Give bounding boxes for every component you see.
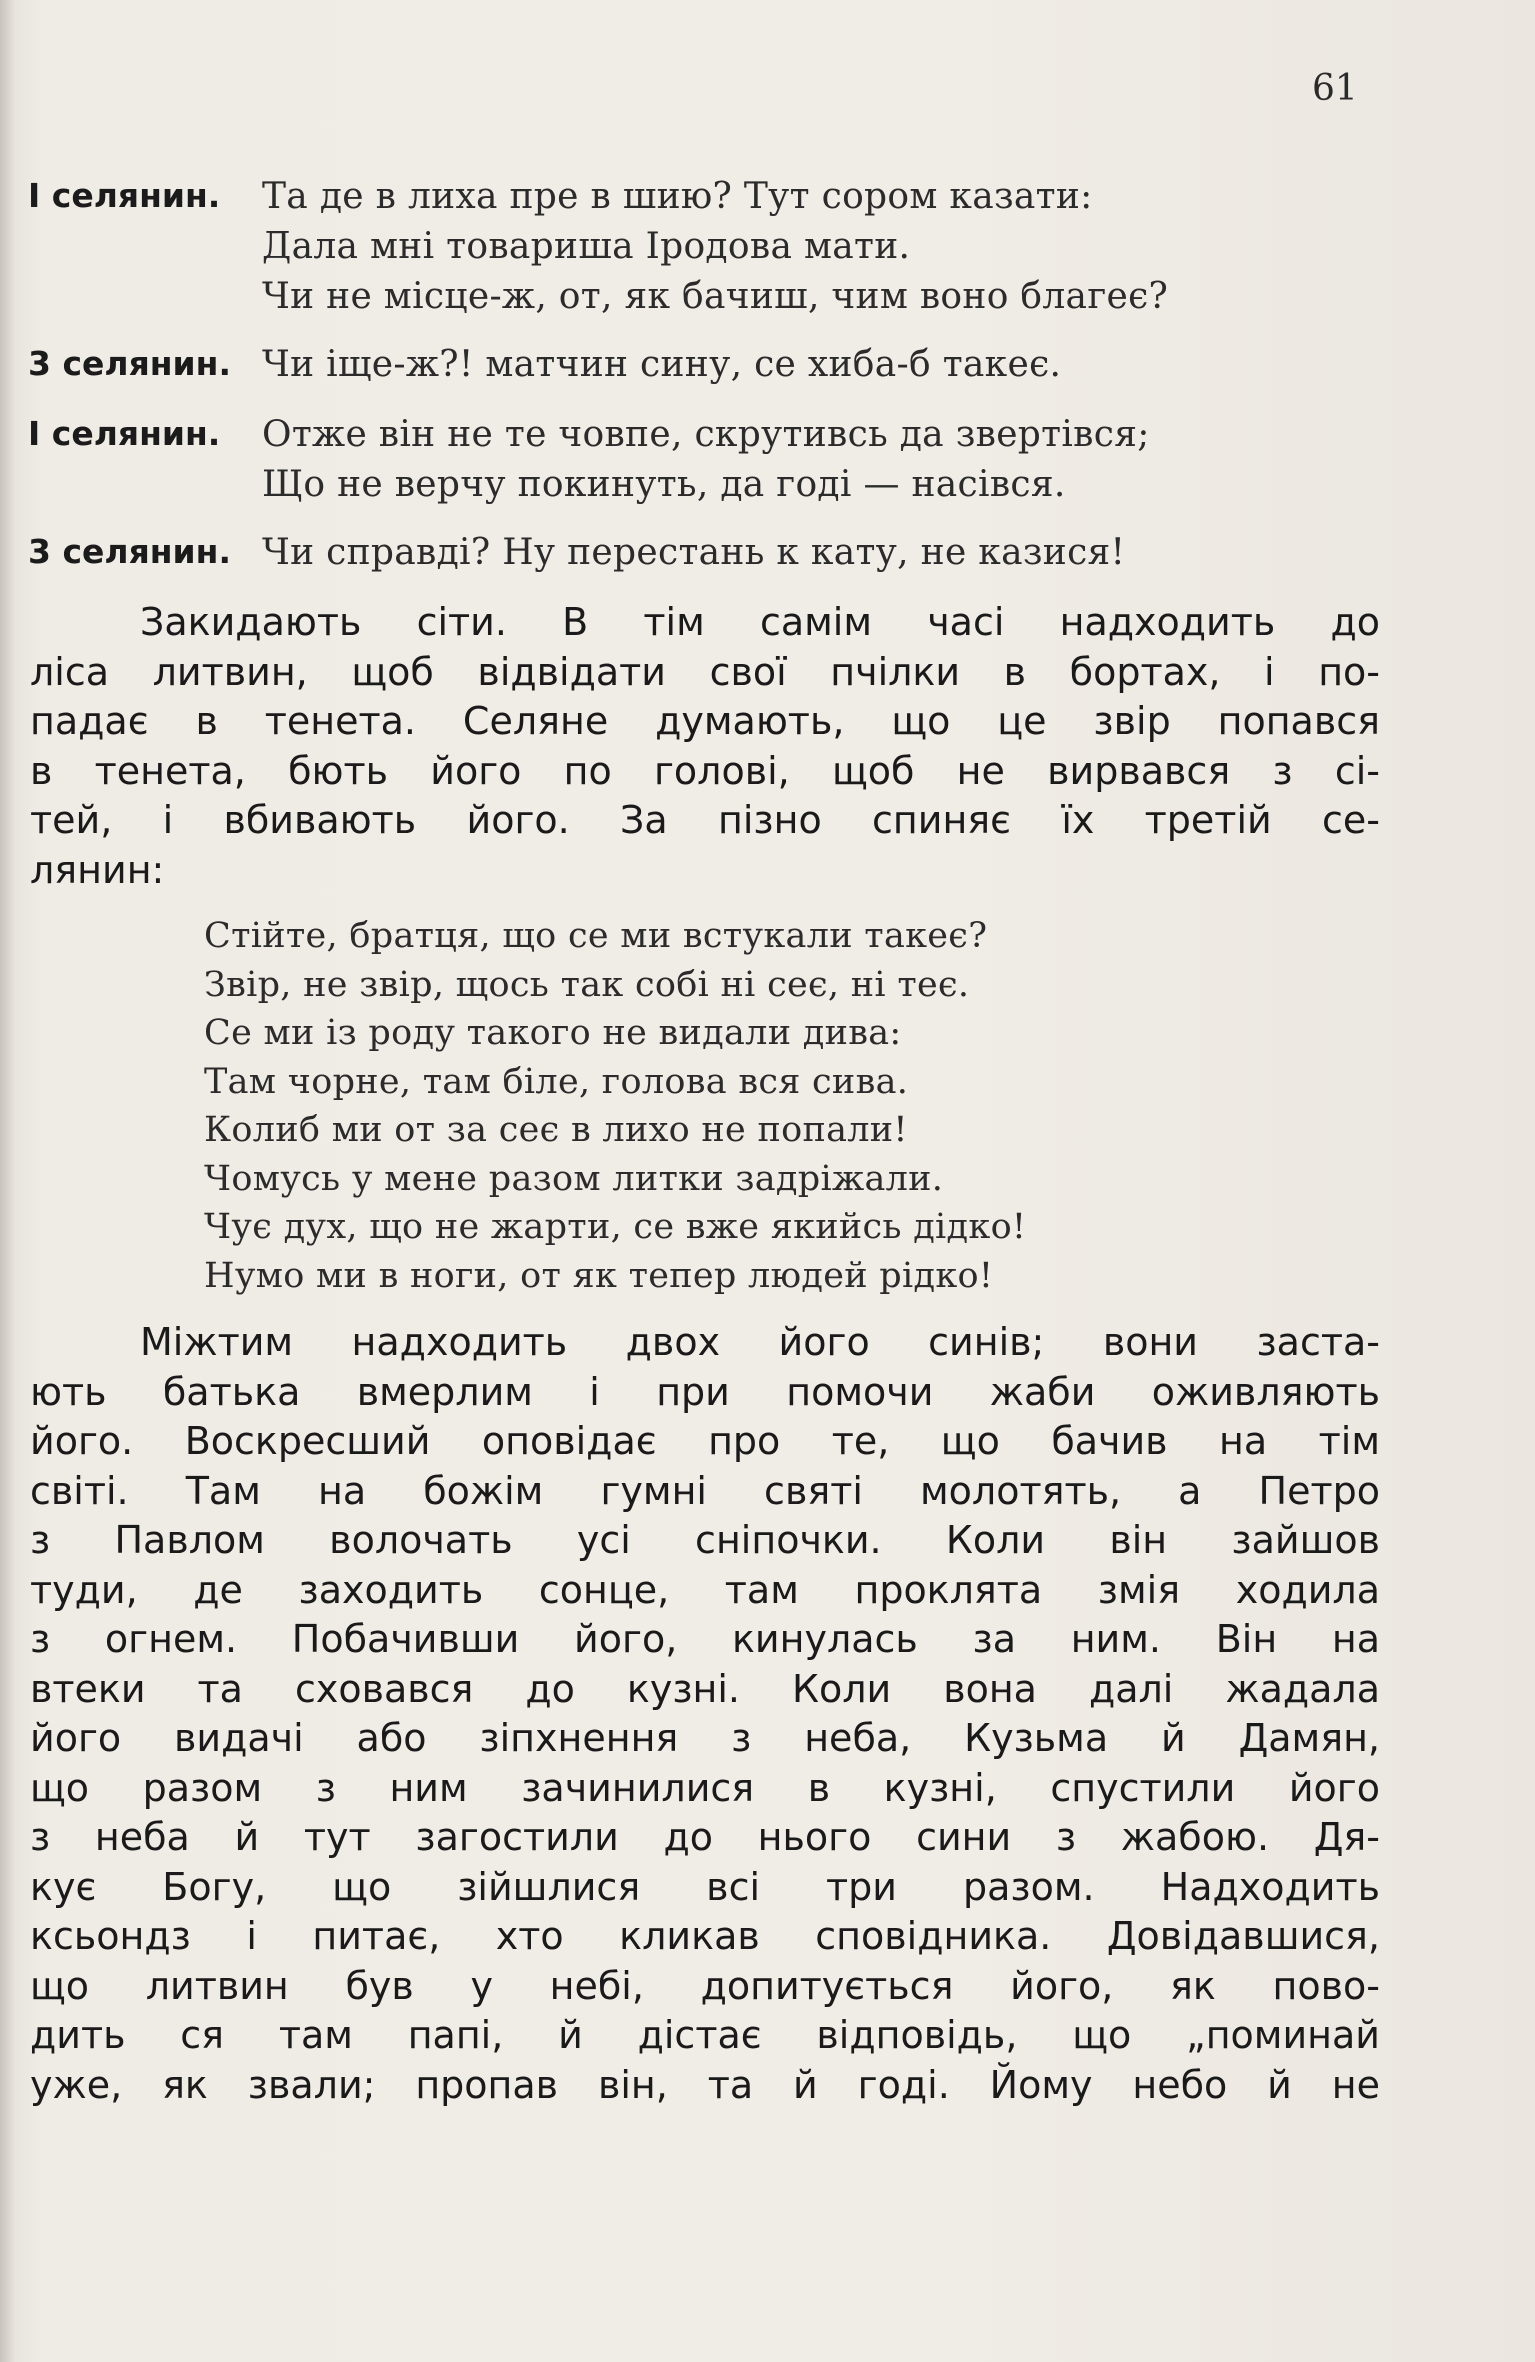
speaker-lines: [262, 172, 1168, 322]
verse-line: Чує дух, що не жарти, се вже якийсь дідко!: [204, 1207, 1027, 1247]
paragraph-line: тей, і вбивають його. За пізно спиняє їх третій се-: [30, 798, 1380, 842]
speaker-lines: [262, 528, 1125, 578]
page-binding-edge: [0, 0, 14, 2362]
paragraph-line: в тенета, бють його по голові, щоб не вирвався з сі-: [30, 748, 1380, 793]
speaker-label: 3 селянин.: [28, 344, 232, 383]
verse-quote: [204, 912, 1026, 1300]
paragraph-line: з огнем. Побачивши його, кинулась за ним. Він на: [30, 1617, 1380, 1661]
verse-line: Стійте, братця, що се ми встукали такеє?: [204, 916, 988, 956]
paragraph-line: Міжтим надходить двох його синів; вони заста-: [140, 1320, 1380, 1364]
speaker-label: І селянин.: [28, 414, 221, 453]
paragraph: [30, 1318, 1380, 2110]
paragraph-line: ксьондз і питає, хто кликав сповідника. Довідавшися,: [30, 1914, 1380, 1958]
paragraph-line: ють батька вмерлим і при помочи жаби оживляють: [30, 1369, 1380, 1414]
paragraph-line: падає в тенета. Селяне думають, що це звір попався: [30, 699, 1380, 743]
paragraph-line: його. Воскресший оповідає про те, що бачив на тім: [30, 1419, 1380, 1463]
verse-line: Звір, не звір, щось так собі ні сеє, ні теє.: [204, 964, 970, 1005]
paragraph-line: з Павлом волочать усі сніпочки. Коли він зайшов: [30, 1518, 1380, 1562]
paragraph-line: уже, як звали; пропав він, та й годі. Йому небо й не: [30, 2062, 1380, 2107]
paragraph-line: з неба й тут загостили до нього сини з жабою. Дя-: [30, 1815, 1380, 1859]
dialogue-line: Дала мні товариша Іродова мати.: [262, 226, 911, 267]
dialogue-line: Що не верчу покинуть, да годі — насівся.: [262, 464, 1066, 505]
dialogue-line: Отже він не те човпе, скрутивсь да звертівся;: [262, 414, 1150, 455]
paragraph-line: його видачі або зіпхнення з неба, Кузьма й Дамян,: [30, 1716, 1380, 1760]
paragraph-line: дить ся там папі, й дістає відповідь, що „поминай: [30, 2013, 1380, 2057]
verse-line: Чомусь у мене разом литки задріжали.: [204, 1158, 944, 1199]
verse-line: Се ми із роду такого не видали дива:: [204, 1013, 902, 1053]
dialogue-line: Чи не місце-ж, от, як бачиш, чим воно благеє?: [262, 276, 1169, 317]
verse-line: Нумо ми в ноги, от як тепер людей рідко!: [204, 1255, 994, 1296]
paragraph-line: що литвин був у небі, допитується його, як пово-: [30, 1963, 1380, 2008]
speaker-label: 3 селянин.: [28, 532, 232, 571]
speaker-lines: [262, 340, 1061, 390]
speaker-label: І селянин.: [28, 176, 221, 215]
paragraph-line: ліса литвин, щоб відвідати свої пчілки в бортах, і по-: [30, 649, 1380, 694]
dialogue-line: Та де в лиха пре в шию? Тут сором казати:: [262, 176, 1093, 217]
dialogue-line: Чи справді? Ну перестань к кату, не казися!: [262, 532, 1126, 573]
paragraph-line: втеки та сховався до кузні. Коли вона далі жадала: [30, 1666, 1380, 1711]
paragraph-line: лянин:: [30, 847, 165, 892]
paragraph-line: кує Богу, що зійшлися всі три разом. Надходить: [30, 1864, 1380, 1909]
paragraph-line: Закидають сіти. В тім самім часі надходить до: [140, 600, 1380, 644]
verse-line: Колиб ми от за сеє в лихо не попали!: [204, 1110, 908, 1150]
verse-line: Там чорне, там біле, голова вся сива.: [204, 1061, 909, 1102]
paragraph-line: що разом з ним зачинилися в кузні, спустили його: [30, 1765, 1380, 1810]
paragraph-line: туди, де заходить сонце, там проклята змія ходила: [30, 1567, 1380, 1612]
dialogue-line: Чи іще-ж?! матчин сину, се хиба-б такеє.: [262, 344, 1062, 385]
paragraph-line: світі. Там на божім гумні святі молотять, а Петро: [30, 1468, 1380, 1513]
paragraph: [30, 598, 1380, 895]
speaker-lines: [262, 410, 1150, 510]
page-number: 61: [1312, 68, 1358, 109]
